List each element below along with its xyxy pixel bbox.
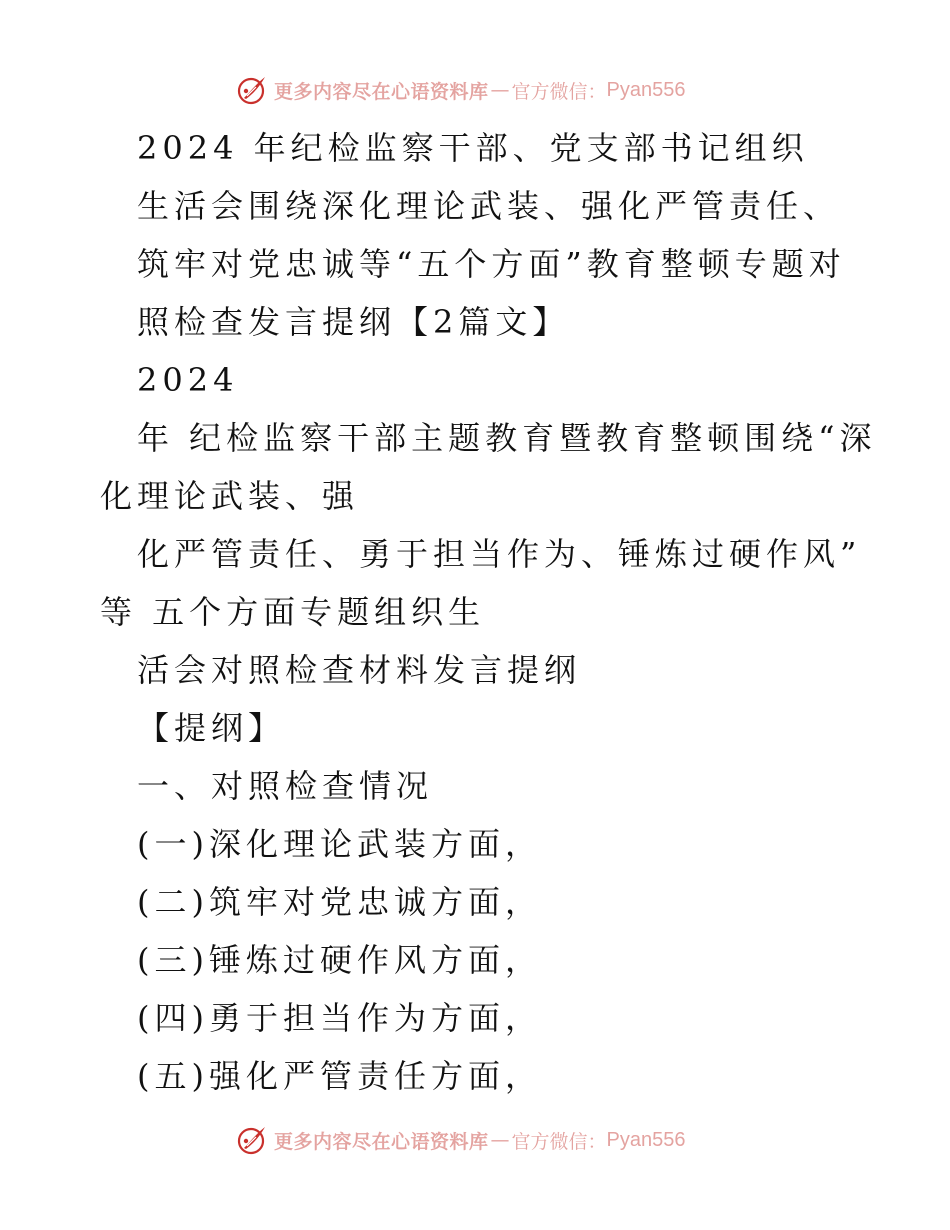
watermark-wechat-id: Pyan556 — [606, 78, 686, 101]
watermark-main-text: 更多内容尽在心语资料库 — [274, 80, 489, 103]
watermark-separator: — — [490, 1129, 510, 1151]
body-line-7: 化理论武装、强 — [100, 477, 360, 515]
title-line-2: 生活会围绕深化理论武装、强化严管责任、 — [137, 187, 841, 225]
title-line-3: 筑牢对党忠诚等“五个方面”教育整顿专题对 — [137, 245, 846, 283]
body-line-10: 活会对照检查材料发言提纲 — [137, 651, 582, 689]
outline-item-1: (一)深化理论武装方面， — [137, 825, 542, 863]
outline-item-3: (三)锤炼过硬作风方面， — [137, 941, 542, 979]
outline-item-5: (五)强化严管责任方面， — [137, 1057, 542, 1095]
quill-logo-icon — [236, 74, 268, 106]
watermark-main-text: 更多内容尽在心语资料库 — [274, 1130, 489, 1153]
quill-logo-icon — [236, 1124, 268, 1156]
header-watermark — [236, 73, 686, 107]
watermark-wechat-id: Pyan556 — [606, 1128, 686, 1151]
watermark-wechat-label: 官方微信： — [511, 80, 607, 103]
footer-watermark — [236, 1123, 686, 1157]
body-line-6: 年 纪检监察干部主题教育暨教育整顿围绕“深 — [137, 419, 877, 457]
title-line-4: 照检查发言提纲【2篇文】 — [137, 303, 570, 341]
outline-item-4: (四)勇于担当作为方面， — [137, 999, 542, 1037]
outline-item-2: (二)筑牢对党忠诚方面， — [137, 883, 542, 921]
body-line-year: 2024 — [137, 361, 239, 399]
body-line-9: 等 五个方面专题组织生 — [100, 593, 486, 631]
outline-heading: 【提纲】 — [137, 709, 286, 747]
watermark-separator: — — [490, 79, 510, 101]
watermark-wechat-label: 官方微信： — [511, 1130, 607, 1153]
section-heading-1: 一、对照检查情况 — [137, 767, 434, 805]
body-line-8: 化严管责任、勇于担当作为、锤炼过硬作风” — [137, 535, 862, 573]
title-line-1: 2024 年纪检监察干部、党支部书记组织 — [137, 129, 809, 167]
